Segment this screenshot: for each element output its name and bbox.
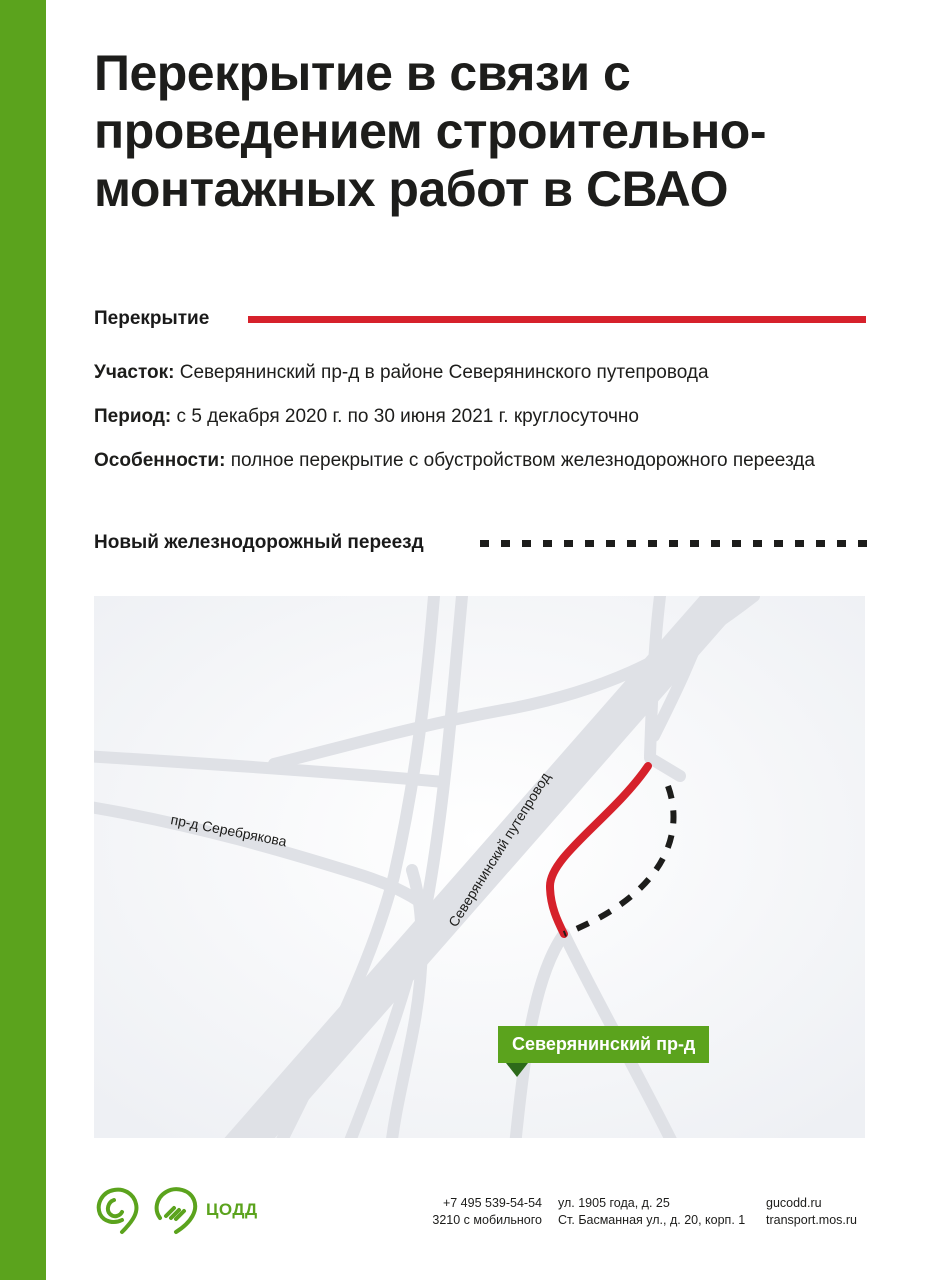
footer-sites (766, 1195, 857, 1229)
detail-features-label: Особенности: (94, 450, 226, 471)
logo-circle-icon (92, 1186, 142, 1236)
callout-severyaninsky: Северянинский пр-д (498, 1026, 709, 1063)
detail-period-value: с 5 декабря 2020 г. по 30 июня 2021 г. круглосуточно (171, 406, 639, 427)
legend-crossing-label: Новый железнодорожный переезд (94, 532, 424, 553)
legend-closure (94, 306, 209, 332)
detail-section (94, 360, 874, 385)
logo-codd-icon (150, 1186, 200, 1236)
page-title: Перекрытие в связи с проведением строительно-монтажных работ в СВАО (94, 45, 766, 217)
detail-section-value: Северянинский пр-д в районе Северянинского путепровода (174, 362, 709, 383)
legend-crossing-line (480, 540, 868, 547)
footer-phone-1: +7 495 539-54-54 (442, 1196, 542, 1210)
detail-features-value: полное перекрытие с обустройством железнодорожного переезда (225, 450, 815, 471)
detail-features (94, 448, 854, 473)
detail-period-label: Период: (94, 406, 172, 427)
legend-closure-line (248, 316, 866, 323)
footer-site-1[interactable]: gucodd.ru (766, 1196, 822, 1210)
footer-address-2: Ст. Басманная ул., д. 20, корп. 1 (558, 1213, 746, 1227)
footer-site-2[interactable]: transport.mos.ru (766, 1213, 858, 1227)
brand-name: ЦОДД (206, 1200, 258, 1219)
map-svg (94, 596, 865, 1138)
side-accent-bar (0, 0, 46, 1280)
callout-pointer (506, 1063, 528, 1077)
legend-closure-label: Перекрытие (94, 308, 210, 329)
street-label-overpass: Северянинский путепровод (444, 769, 554, 930)
legend-crossing (94, 530, 424, 556)
footer-address-1: ул. 1905 года, д. 25 (558, 1196, 670, 1210)
detail-period (94, 404, 874, 429)
street-label-serebryakova: пр-д Серебрякова (169, 811, 289, 850)
detail-section-label: Участок: (94, 362, 175, 383)
map[interactable] (94, 596, 865, 1138)
footer-phones (418, 1195, 542, 1229)
footer-addresses (558, 1195, 745, 1229)
footer-phone-2: 3210 с мобильного (432, 1213, 542, 1227)
